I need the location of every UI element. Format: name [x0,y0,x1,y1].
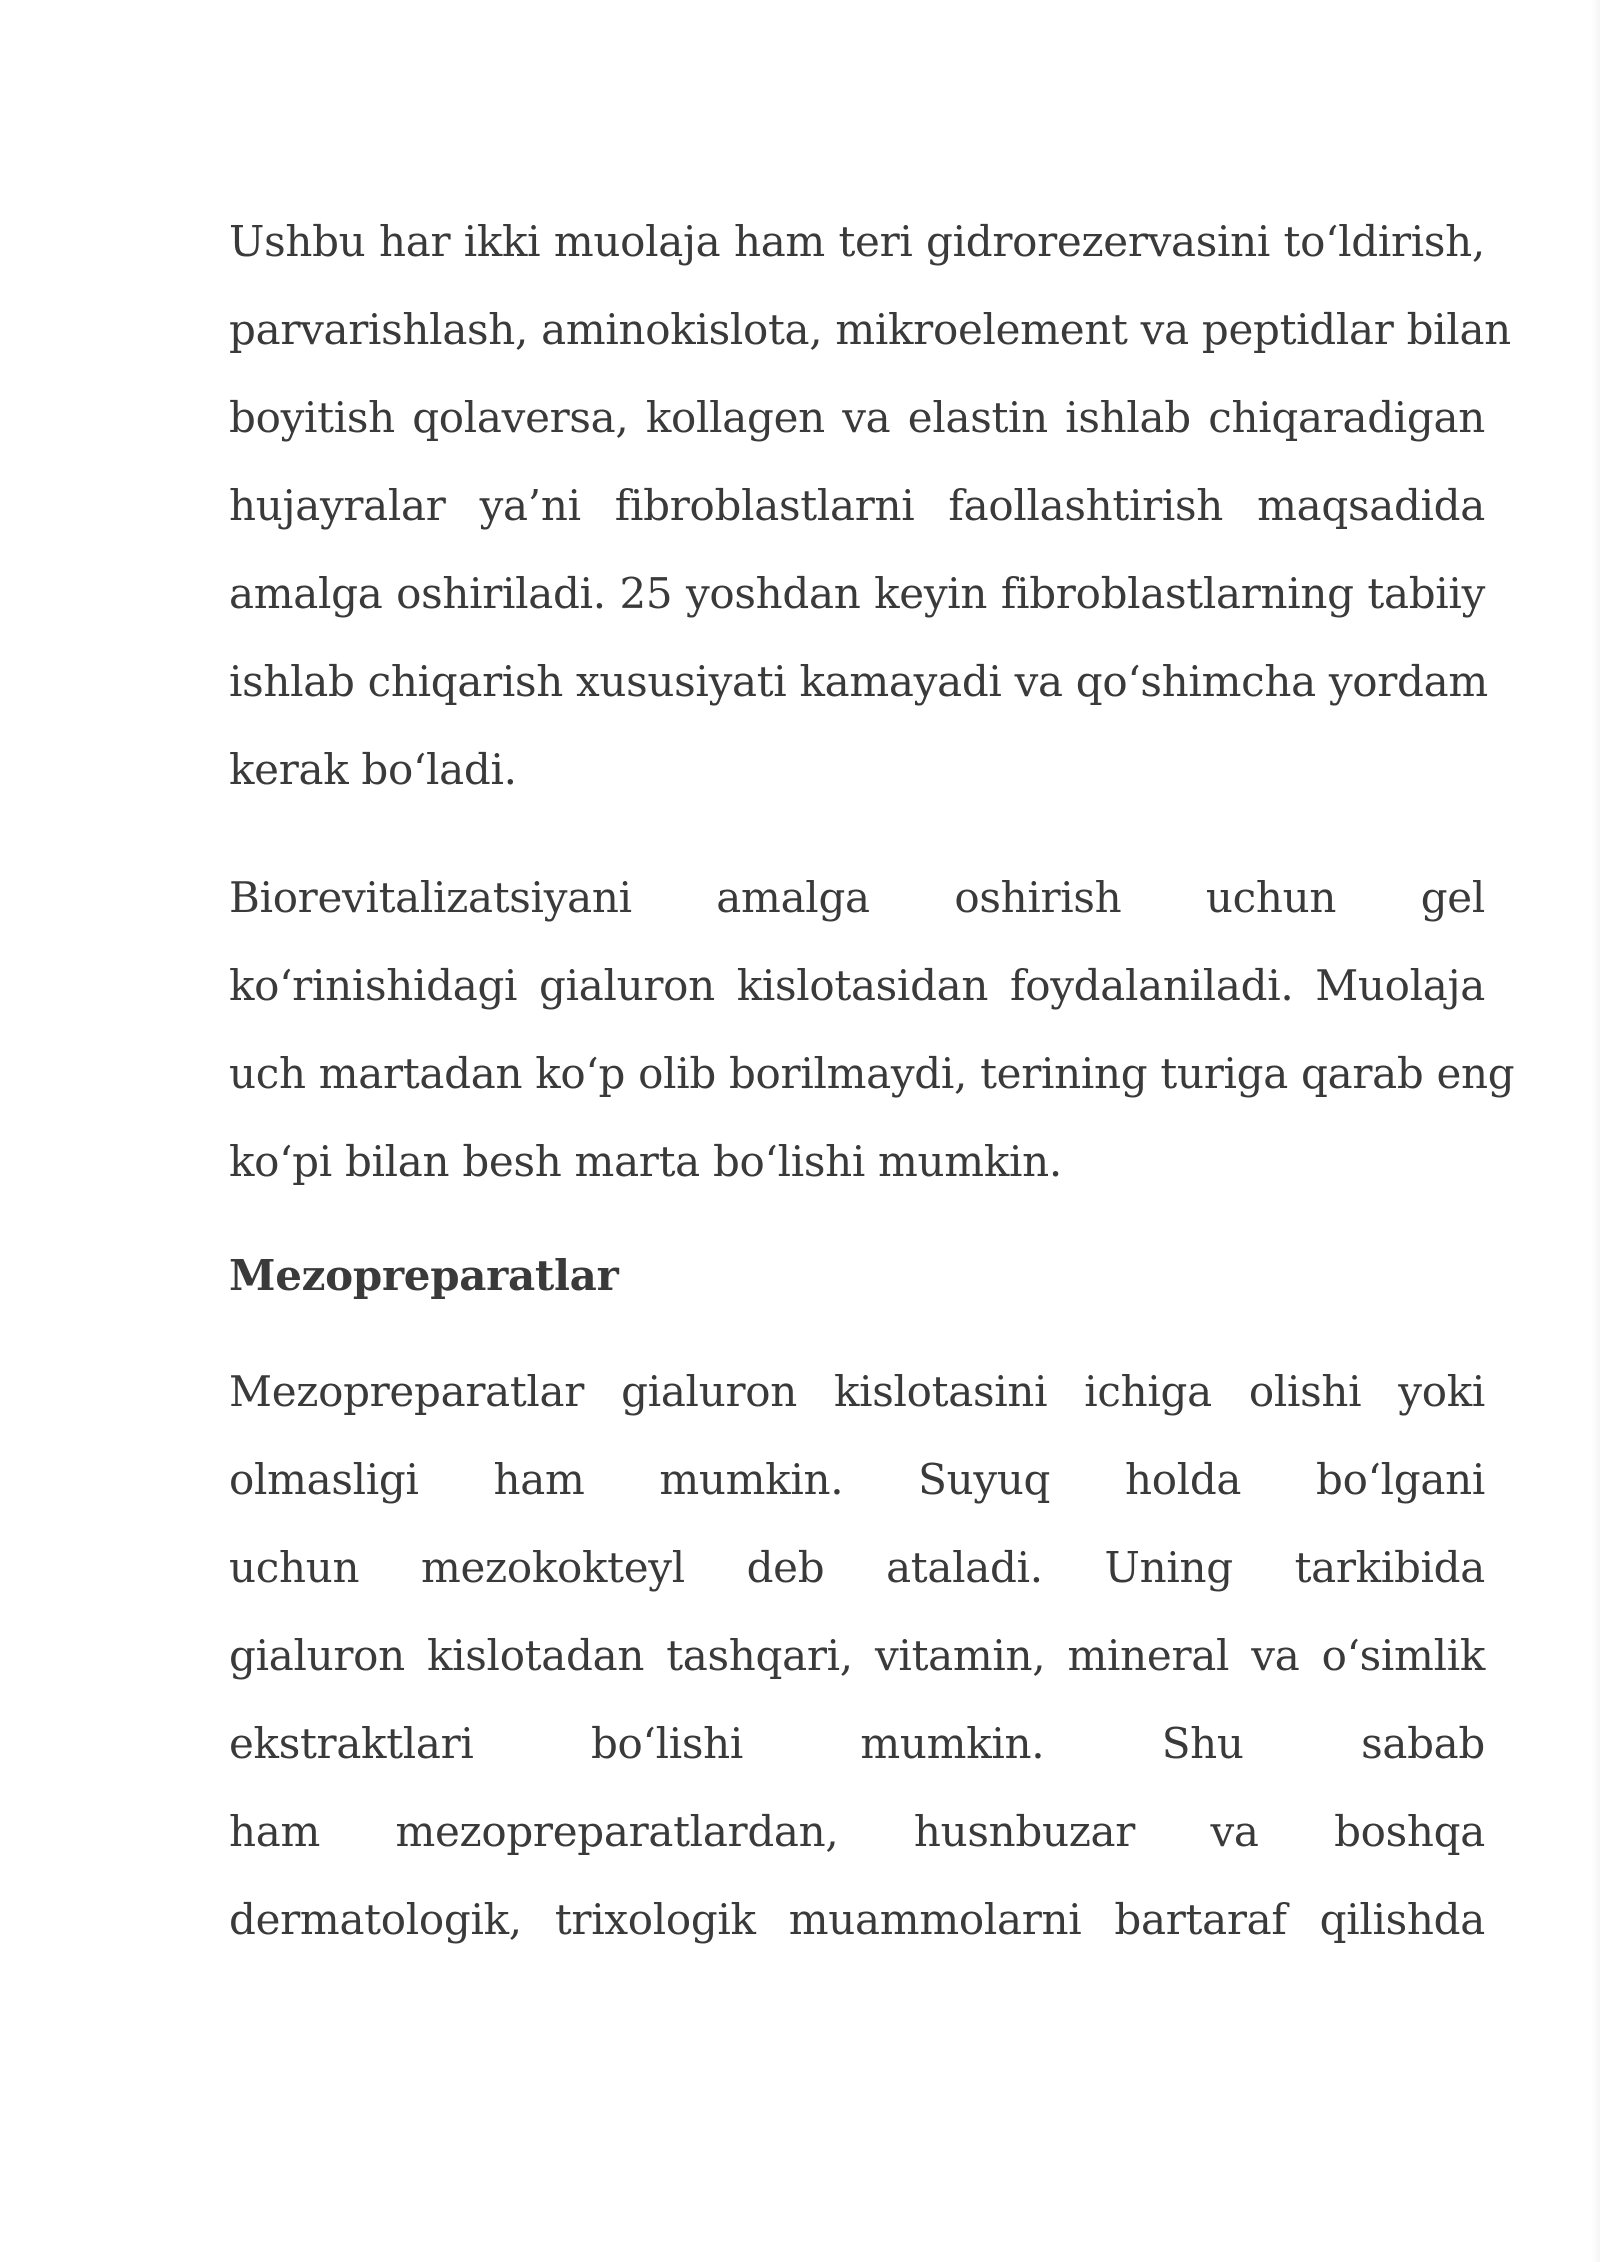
text-line: ishlab chiqarish xususiyati kamayadi va qo‘shimcha yordam [229,657,1488,706]
page-edge-shadow [1592,0,1600,2262]
paragraph-2 [229,861,1515,1213]
text-line: parvarishlash, aminokislota, mikroelement va peptidlar bilan [229,305,1511,354]
text-line: uch martadan ko‘p olib borilmaydi, terining turiga qarab eng [229,1049,1515,1098]
text-line: uchun mezokokteyl deb ataladi. Uning tarkibida [229,1543,1485,1592]
text-line: kerak bo‘ladi. [229,745,517,794]
paragraph-1 [229,205,1511,821]
paragraph-3 [229,1355,1485,1971]
document-body [229,205,1515,1971]
text-line: ham mezopreparatlardan, husnbuzar va boshqa [229,1807,1485,1856]
section-heading: Mezopreparatlar [229,1251,619,1300]
text-line: hujayralar ya’ni fibroblastlarni faollashtirish maqsadida [229,481,1485,530]
text-line: Ushbu har ikki muolaja ham teri gidrorezervasini to‘ldirish, [229,217,1485,266]
text-line: gialuron kislotadan tashqari, vitamin, mineral va o‘simlik [229,1631,1485,1680]
text-line: ekstraktlari bo‘lishi mumkin. Shu sabab [229,1719,1485,1768]
text-line: Mezopreparatlar gialuron kislotasini ichiga olishi yoki [229,1367,1485,1416]
text-line: olmasligi ham mumkin. Suyuq holda bo‘lgani [229,1455,1485,1504]
paragraph-spacer [229,821,1485,861]
text-line: boyitish qolaversa, kollagen va elastin ishlab chiqaradigan [229,393,1485,442]
text-line: dermatologik, trixologik muammolarni bartaraf qilishda [229,1895,1485,1944]
text-line: ko‘rinishidagi gialuron kislotasidan foydalaniladi. Muolaja [229,961,1485,1010]
text-line: Biorevitalizatsiyani amalga oshirish uchun gel [229,873,1485,922]
text-line: ko‘pi bilan besh marta bo‘lishi mumkin. [229,1137,1062,1186]
text-line: amalga oshiriladi. 25 yoshdan keyin fibroblastlarning tabiiy [229,569,1485,618]
